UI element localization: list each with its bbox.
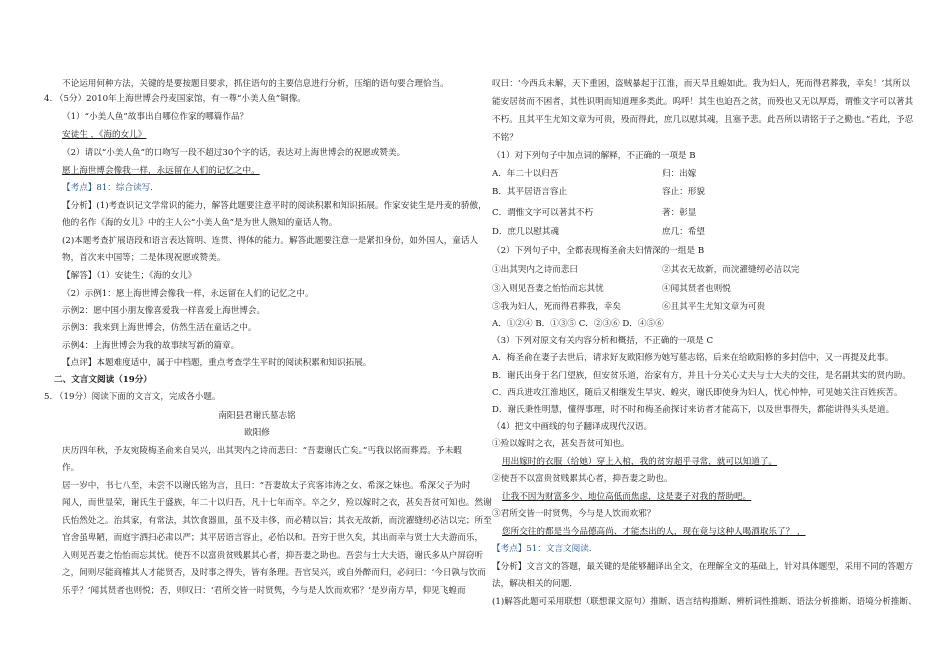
right-line: [492, 207, 697, 219]
line-text: B．谢氏出身于名门望族，但安贫乐道，治家有方，并且十分关心丈夫与士大夫的交往，是名副其实的贤内助。: [492, 371, 911, 381]
right-line: [492, 438, 630, 450]
line-text: 闻人，而世显荣，谢氏生于盛族，年二十以归吾，凡十七年而卒。卒之夕，殓以嫁时之衣，甚矣吾贫可知也。然谢: [62, 498, 492, 508]
line-text: 居一岁中，书七八至，未尝不以谢氏铭为言，且曰：“吾妻故太子宾客讳涛之女、希深之妹也。希深父子为时: [62, 481, 471, 491]
line-text: C．谓惟文字可以著其不朽: [492, 208, 594, 218]
right-line: [492, 508, 655, 520]
line-text: 不铭？: [492, 133, 518, 143]
line-text: 二、文言文阅读（19分）: [54, 375, 152, 385]
line-text: (1)解答此题可采用联想（联想课文原句）推断、语言结构推断、辨析词性推断、语法分析推断、语境分析推断、: [492, 597, 917, 607]
right-line: [492, 335, 713, 347]
right-line: [492, 96, 913, 108]
left-line: [62, 129, 146, 141]
line-text: 法，解决相关的问题．: [492, 579, 578, 589]
line-text: (2)本题考查扩展语段和语言表达简明、连贯、得体的能力。解答此题要注意一是紧扣身份，如外国人，童话人: [62, 236, 479, 246]
left-line: [44, 427, 470, 439]
left-line: [62, 462, 79, 474]
line-text: 入则见吾妻之怡怡而忘其忧。使吾不以富贵贫贱累其心者，抑吾妻之助也。吾尝与士大夫语，谢氏多从户屏窃听: [62, 551, 484, 561]
right-line: [492, 132, 518, 144]
line-text: 作。: [62, 463, 80, 473]
left-line: [62, 340, 239, 352]
line-text: 您所交往的都是当今品德高尚、才能杰出的人，现在竟与这种人喝酒取乐了？ ，: [502, 527, 806, 537]
left-line: [62, 445, 462, 457]
right-line: [492, 283, 731, 295]
line-text: A．年二十以归吾: [492, 169, 559, 179]
line-text: ①出其哭内之诗而悲曰: [492, 265, 578, 275]
line-text: 官舍虽卑陋，而庭宇洒扫必肃以严；其平居语言容止，必怡以和。吾穷于世久矣，其出而幸与贤士大夫游而乐，: [62, 533, 484, 543]
line-text: 欧阳修: [244, 428, 270, 438]
line-aside: 庶几：希望: [662, 227, 705, 237]
left-line: [62, 111, 248, 123]
line-text: 之，间则尽能商榷其人才能贤否，及时事之得失，皆有条理。吾官吴兴，或自外醉而归，必问曰：‘今日孰与饮而: [62, 568, 486, 578]
line-text: （2）下列句子中，全都表现梅圣俞夫妇情深的一组是 B: [492, 246, 705, 256]
left-line: [62, 585, 466, 597]
right-line: [492, 301, 766, 313]
line-text: 乐乎？’闻其贤者也则悦；否，则叹曰：‘君所交皆一时贤隽，今与是人饮而欢邪？’是岁南方旱，仰见飞蝗而: [62, 586, 466, 596]
left-line: [44, 93, 306, 105]
right-line: [492, 473, 672, 485]
right-line: [492, 352, 894, 364]
left-line: [62, 78, 449, 90]
right-line: [492, 150, 696, 162]
line-text: （4）把文中画线的句子翻译成现代汉语。: [492, 422, 653, 432]
right-line: [502, 491, 751, 503]
line-text: ⑤我为妇人，死而得君葬我，幸矣: [492, 302, 621, 312]
line-text: A．梅圣俞在妻子去世后，请求好友欧阳修为她写墓志铭，后来在给欧阳修的多封信中，又一再提及此事。: [492, 353, 894, 363]
line-text: 【考点】81：综合读写．: [62, 183, 159, 193]
line-text: ③入则见吾妻之怡怡而忘其忧: [492, 284, 604, 294]
line-aside: 容止：形貌: [662, 187, 705, 197]
line-aside: ⑥且其平生尤知文章为可贵: [662, 302, 766, 312]
line-text: ③君所交皆一时贤隽，今与是人饮而欢邪？: [492, 509, 656, 519]
left-line: [62, 252, 225, 264]
line-text: （1）“小美人鱼”故事出自哪位作家的哪篇作品？: [62, 112, 249, 122]
line-text: 叹曰：‘今西兵未解，天下重困，盗贼暴起于江淮，而天旱且蝗如此。我为妇人，死而得君葬我，幸矣！’其所以: [492, 79, 910, 89]
line-text: （3）下列对原文有关内容分析和概括，不正确的一项是 C: [492, 336, 714, 346]
line-text: 示例3：我来到上海世博会，仿然生活在童话之中。: [62, 323, 257, 333]
line-text: 南阳县君谢氏墓志铭: [218, 411, 296, 421]
left-line: [62, 270, 196, 282]
left-line: [44, 391, 221, 403]
line-text: （1）对下列句子中加点词的解释，不正确的一项是 B: [492, 151, 696, 161]
right-line: [492, 78, 910, 90]
line-text: 用出嫁时的衣服（给她）穿上入棺，我的贫穷超乎寻常，就可以知道了。: [502, 457, 778, 467]
right-line: [492, 404, 894, 416]
left-line: [62, 217, 337, 229]
left-line: [62, 182, 159, 194]
right-line: [492, 186, 705, 198]
line-text: 愿上海世博会像我一样，永远留在人们的记忆之中。: [62, 166, 260, 176]
line-text: B．其平居语言容止: [492, 187, 568, 197]
line-aside: 著：彰显: [662, 208, 697, 218]
left-line: [62, 288, 314, 300]
left-line: [54, 374, 152, 386]
left-line: [62, 480, 470, 492]
left-line: [44, 410, 470, 422]
left-line: [62, 567, 486, 579]
left-line: [62, 532, 483, 544]
line-text: 示例2：愿中国小朋友像喜爱我一样喜爱上海世博会。: [62, 306, 266, 316]
line-text: ①殓以嫁时之衣，甚矣吾贫可知也。: [492, 439, 630, 449]
line-text: 【分析】文言文的答题，最关键的是能够翻译出全文，在理解全文的基础上，针对具体题型，采用不同的答题方: [492, 562, 914, 572]
line-text: 能安居贫而不困者，其性识明而知道理多类此。呜呼！其生也迫吾之贫，而殁也又无以厚焉，谓惟文字可以著其: [492, 97, 914, 107]
left-line: [62, 550, 483, 562]
right-line: [492, 578, 578, 590]
line-text: 他的名作《海的女儿》中的主人公“小美人鱼”是为世人熟知的童话人物。: [62, 218, 338, 228]
right-line: [492, 318, 664, 330]
line-aside: ②其衣无故新，而浣濯缝纫必洁以完: [662, 265, 800, 275]
line-text: D．谢氏秉性明慧，懂得事理，时不时和梅圣俞探讨来访者才能高下，以及世事得失，都能讲得头头是道。: [492, 405, 895, 415]
right-line: [492, 561, 913, 573]
line-text: 庆历四年秋，予友宛陵梅圣俞来自吴兴，出其哭内之诗而悲曰：“吾妻谢氏亡矣。”丐我以铭而葬焉。予未暇: [62, 446, 462, 456]
line-text: 【分析】(1)考查识记文学常识的能力，解答此题要注意平时的阅读积累和知识拓展。作家安徒生是丹麦的骄傲，: [62, 201, 487, 211]
right-line: [492, 226, 705, 238]
line-text: 【点评】本题难度适中，属于中档题，重点考查学生平时的阅读积累和知识拓展。: [62, 358, 372, 368]
line-text: （2）示例1：愿上海世博会像我一样，永远留在人们的记忆之中。: [62, 289, 314, 299]
right-line: [492, 114, 913, 126]
left-line: [62, 200, 487, 212]
line-text: 示例4：上海世博会为我的故事续写新的篇章。: [62, 341, 240, 351]
right-line: [492, 387, 902, 399]
line-text: 让我不因为财富多少、地位高低而焦虑，这是妻子对我的帮助吧。: [502, 492, 752, 502]
line-text: 不论运用何种方法，关键的是要按题目要求，抓住语句的主要信息进行分析，压缩的语句要合理恰当。: [62, 79, 449, 89]
line-text: 【考点】51：文言文阅读．: [492, 544, 598, 554]
right-line: [492, 264, 800, 276]
left-line: [62, 322, 257, 334]
right-line: [492, 370, 911, 382]
left-line: [62, 147, 405, 159]
right-line: [492, 596, 917, 608]
left-line: [62, 305, 265, 317]
right-line: [492, 245, 704, 257]
left-line: [62, 497, 492, 509]
line-text: 5. （19分）阅读下面的文言文，完成各小题。: [44, 392, 221, 402]
right-line: [492, 168, 697, 180]
line-text: 氏怡然处之。治其家，有常法，其饮食器皿，虽不及丰侈，而必精以旨；其衣无故新，而浣濯缝纫必洁以完；所至: [62, 516, 492, 526]
line-text: ②使吾不以富贵贫贱累其心者，抑吾妻之助也。: [492, 474, 673, 484]
line-text: C．西兵进攻江淮地区，随后又相继发生旱灾、蝗灾，谢氏即使身为妇人，忧心忡忡，可见她关注百姓疾苦。: [492, 388, 903, 398]
right-line: [502, 456, 777, 468]
line-aside: 归：出嫁: [662, 169, 697, 179]
line-text: 物，首次来中国等；二是体现祝愿或赞美。: [62, 253, 226, 263]
line-aside: ④闻其贤者也则悦: [662, 284, 731, 294]
left-line: [62, 165, 260, 177]
line-text: D．庶几以慰其魂: [492, 227, 560, 237]
line-text: 4. （5分）2010年上海世博会丹麦国家馆，有一尊“小美人鱼”铜像。: [44, 94, 306, 104]
right-line: [492, 421, 652, 433]
line-text: （2）请以“小美人鱼”的口吻写一段不超过30个字的话，表达对上海世博会的祝愿或赞美。: [62, 148, 406, 158]
line-text: 【解答】（1）安徒生；《海的女儿》: [62, 271, 197, 281]
line-text: 不朽。且其平生尤知文章为可贵，殁而得此，庶几以慰其魂，且塞予悲。此吾所以请铭于子之勤也。”若此，予忍: [492, 115, 914, 125]
right-line: [492, 543, 597, 555]
left-line: [62, 357, 371, 369]
right-line: [502, 526, 806, 538]
line-text: A．①②④ B．①③⑤ C．②③⑥ D．④⑤⑥: [492, 319, 664, 329]
line-text: 安徒生 ，《海的女儿》: [62, 130, 147, 140]
left-line: [62, 515, 492, 527]
left-line: [62, 235, 478, 247]
